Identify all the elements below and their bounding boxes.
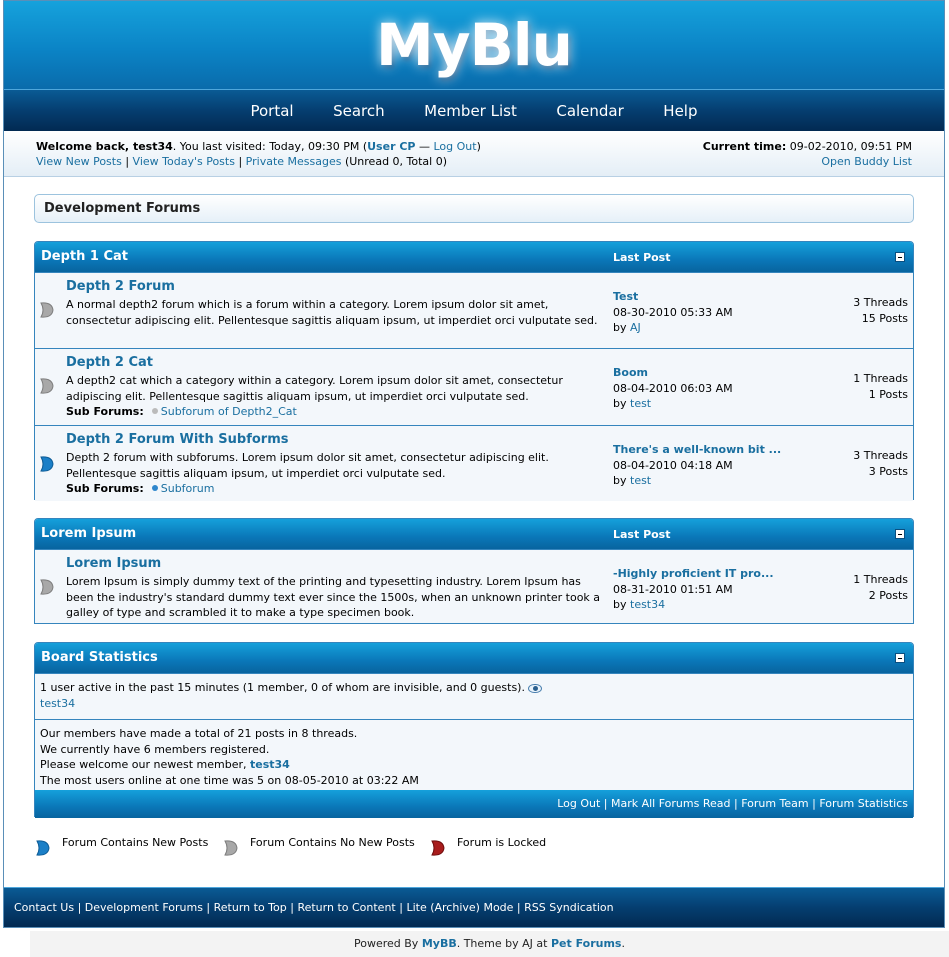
separator: — <box>415 140 434 153</box>
last-post <box>613 365 733 412</box>
subforum-status-icon <box>152 485 158 491</box>
header <box>4 1 944 89</box>
stats-posts: Our members have made a total of 21 posts in 8 threads. <box>40 727 358 740</box>
mark-forums-read-link[interactable]: Mark All Forums Read <box>610 797 731 810</box>
last-post-title[interactable]: -Highly proficient IT pro... <box>613 567 774 580</box>
legend-no-new-label: Forum Contains No New Posts <box>250 836 415 849</box>
forum-locked-icon <box>431 839 445 857</box>
board-statistics-footer: Log Out | Mark All Forums Read | Forum Team | Forum Statistics <box>35 790 913 818</box>
footer: Contact Us | Development Forums | Return to Top | Return to Content | Lite (Archive) Mode | RSS Syndication <box>4 887 944 927</box>
forum-stats <box>853 448 908 479</box>
category-title[interactable]: Lorem Ipsum <box>41 526 137 541</box>
category-depth-1-cat <box>34 241 914 500</box>
breadcrumb[interactable]: Development Forums <box>34 194 914 223</box>
newest-member-link[interactable]: test34 <box>250 758 290 771</box>
forum-statistics <box>35 719 913 790</box>
category-header <box>35 519 913 549</box>
online-users <box>35 673 913 719</box>
forum-stats <box>853 295 908 326</box>
view-todays-posts-link[interactable]: View Today's Posts <box>132 155 235 168</box>
powered-end: . <box>621 937 625 950</box>
current-time-label: Current time: <box>702 140 787 153</box>
logout-link[interactable]: Log Out <box>557 797 601 810</box>
footer-return-to-content[interactable]: Return to Content <box>297 901 396 914</box>
forum-description <box>66 373 606 420</box>
welcome-panel <box>4 131 944 177</box>
forum-name[interactable]: Lorem Ipsum <box>66 556 162 571</box>
last-post-user[interactable]: AJ <box>630 321 641 334</box>
footer-contact-us[interactable]: Contact Us <box>14 901 75 914</box>
subforums-label: Sub Forums: <box>66 405 144 418</box>
collapse-icon[interactable] <box>895 529 905 539</box>
footer-return-to-top[interactable]: Return to Top <box>213 901 287 914</box>
forum-description <box>66 450 606 497</box>
forum-description-text: Depth 2 forum with subforums. Lorem ipsum dolor sit amet, consectetur adipiscing elit. Pellentesque sagittis aliquam ipsum, ut imperdiet orci vulputate sed. <box>66 451 549 480</box>
forum-description: Lorem Ipsum is simply dummy text of the printing and typesetting industry. Lorem Ipsum has been the industry's standard dummy text ever since the 1500s, when an unknown printer took a galley of type and scrambled it to make a type specimen book. <box>66 575 601 619</box>
buddy-list-link[interactable]: Open Buddy List <box>821 155 912 168</box>
post-count: 1 Posts <box>868 387 908 401</box>
subforum-status-icon <box>152 408 158 414</box>
board-statistics <box>34 642 914 817</box>
collapse-icon[interactable] <box>895 252 905 262</box>
category-lorem-ipsum <box>34 518 914 624</box>
last-post-date: 08-04-2010 06:03 AM <box>613 381 733 395</box>
forum-name[interactable]: Depth 2 Forum <box>66 279 175 294</box>
last-post-date: 08-04-2010 04:18 AM <box>613 458 733 472</box>
private-messages-link[interactable]: Private Messages <box>245 155 342 168</box>
legend-new-label: Forum Contains New Posts <box>62 836 209 849</box>
forum-no-new-posts-icon <box>40 301 54 319</box>
separator: ) <box>476 140 481 153</box>
menu-search[interactable]: Search <box>333 102 385 120</box>
mybb-link[interactable]: MyBB <box>421 937 457 950</box>
by-label: by <box>613 321 630 334</box>
subforum-link[interactable]: Subforum of Depth2_Cat <box>160 405 297 418</box>
last-post <box>613 566 774 613</box>
forum-no-new-posts-icon <box>224 839 238 857</box>
welcome-username: test34 <box>132 140 173 153</box>
forum-name[interactable]: Depth 2 Cat <box>66 355 154 370</box>
last-post-date: 08-30-2010 05:33 AM <box>613 305 733 319</box>
by-label: by <box>613 598 630 611</box>
forum-no-new-posts-icon <box>40 578 54 596</box>
forum-description-text: A depth2 cat which a category within a category. Lorem ipsum dolor sit amet, consectetur adipiscing elit. Pellentesque sagittis aliquam ipsum, ut imperdiet orci vulputate sed. <box>66 374 563 403</box>
welcome-right <box>703 139 912 169</box>
last-post <box>613 289 733 336</box>
online-users-text: 1 user active in the past 15 minutes (1 member, 0 of whom are invisible, and 0 guests). <box>40 681 525 694</box>
thread-count: 3 Threads <box>853 449 908 462</box>
thread-count: 1 Threads <box>853 573 908 586</box>
site-logo[interactable]: MyBlu <box>376 11 572 79</box>
forum-stats <box>853 371 908 402</box>
logout-link[interactable]: Log Out <box>433 140 477 153</box>
forum-new-posts-icon <box>40 455 54 473</box>
online-user-link[interactable]: test34 <box>40 696 76 710</box>
by-label: by <box>613 397 630 410</box>
board-statistics-title: Board Statistics <box>41 650 158 665</box>
subforums <box>66 404 606 420</box>
eye-icon[interactable] <box>528 684 542 693</box>
category-title[interactable]: Depth 1 Cat <box>41 249 129 264</box>
by-label: by <box>613 474 630 487</box>
forum-no-new-posts-icon <box>40 377 54 395</box>
footer-development-forums[interactable]: Development Forums <box>84 901 203 914</box>
welcome-prefix: Welcome back, <box>36 140 133 153</box>
menu-portal[interactable]: Portal <box>250 102 294 120</box>
main-menu <box>4 89 944 131</box>
powered-middle: . Theme by AJ at <box>456 937 551 950</box>
powered-by <box>30 931 949 957</box>
category-header <box>35 242 913 272</box>
last-post-title[interactable]: There's a well-known bit ... <box>613 443 782 456</box>
menu-member-list[interactable]: Member List <box>424 102 517 120</box>
last-post-header: Last Post <box>613 251 671 264</box>
current-time: 09-02-2010, 09:51 PM <box>786 140 912 153</box>
post-count: 2 Posts <box>868 588 908 602</box>
forum-row <box>35 549 913 623</box>
last-visited: . You last visited: Today, 09:30 PM ( <box>172 140 368 153</box>
post-count: 15 Posts <box>861 311 908 325</box>
subforum-link[interactable]: Subforum <box>160 482 215 495</box>
footer-rss[interactable]: RSS Syndication <box>524 901 614 914</box>
forum-row <box>35 272 913 348</box>
view-new-posts-link[interactable]: View New Posts <box>36 155 122 168</box>
forum-new-posts-icon <box>36 839 50 857</box>
user-cp-link[interactable]: User CP <box>367 140 416 153</box>
board-statistics-header <box>35 643 913 673</box>
legend-locked-label: Forum is Locked <box>457 836 547 849</box>
menu-calendar[interactable]: Calendar <box>556 102 624 120</box>
footer-lite-mode[interactable]: Lite (Archive) Mode <box>406 901 514 914</box>
forum-team-link[interactable]: Forum Team <box>741 797 809 810</box>
collapse-icon[interactable] <box>895 653 905 663</box>
last-post-header: Last Post <box>613 528 671 541</box>
forum-stats <box>853 572 908 603</box>
last-post-date: 08-31-2010 01:51 AM <box>613 582 733 596</box>
last-post-user[interactable]: test <box>630 397 652 410</box>
pm-counts: (Unread 0, Total 0) <box>341 155 448 168</box>
last-post-title[interactable]: Boom <box>613 366 648 379</box>
forum-statistics-link[interactable]: Forum Statistics <box>819 797 908 810</box>
powered-prefix: Powered By <box>354 937 422 950</box>
thread-count: 3 Threads <box>853 296 908 309</box>
forum-description: A normal depth2 forum which is a forum within a category. Lorem ipsum dolor sit amet, consectetur adipiscing elit. Pellentesque sagittis aliquam ipsum, ut imperdiet orci vulputate sed. <box>66 298 598 327</box>
last-post <box>613 442 781 489</box>
thread-count: 1 Threads <box>853 372 908 385</box>
stats-newest-prefix: Please welcome our newest member, <box>40 758 250 771</box>
subforums <box>66 481 606 497</box>
forum-name[interactable]: Depth 2 Forum With Subforms <box>66 432 289 447</box>
welcome-left: Welcome back, test34. You last visited: Today, 09:30 PM (User CP — Log Out) View New Posts | View Today's Posts | Private Messages (Unread 0, Total 0) <box>36 140 481 168</box>
last-post-user[interactable]: test34 <box>630 598 666 611</box>
stats-most-online: The most users online at one time was 5 on 08-05-2010 at 03:22 AM <box>40 773 419 787</box>
menu-help[interactable]: Help <box>663 102 698 120</box>
forum-row <box>35 425 913 501</box>
stats-members: We currently have 6 members registered. <box>40 742 270 756</box>
last-post-user[interactable]: test <box>630 474 652 487</box>
subforums-label: Sub Forums: <box>66 482 144 495</box>
pet-forums-link[interactable]: Pet Forums <box>550 937 622 950</box>
page-frame <box>3 0 945 928</box>
post-count: 3 Posts <box>868 464 908 478</box>
forum-row <box>35 348 913 425</box>
last-post-title[interactable]: Test <box>613 290 639 303</box>
